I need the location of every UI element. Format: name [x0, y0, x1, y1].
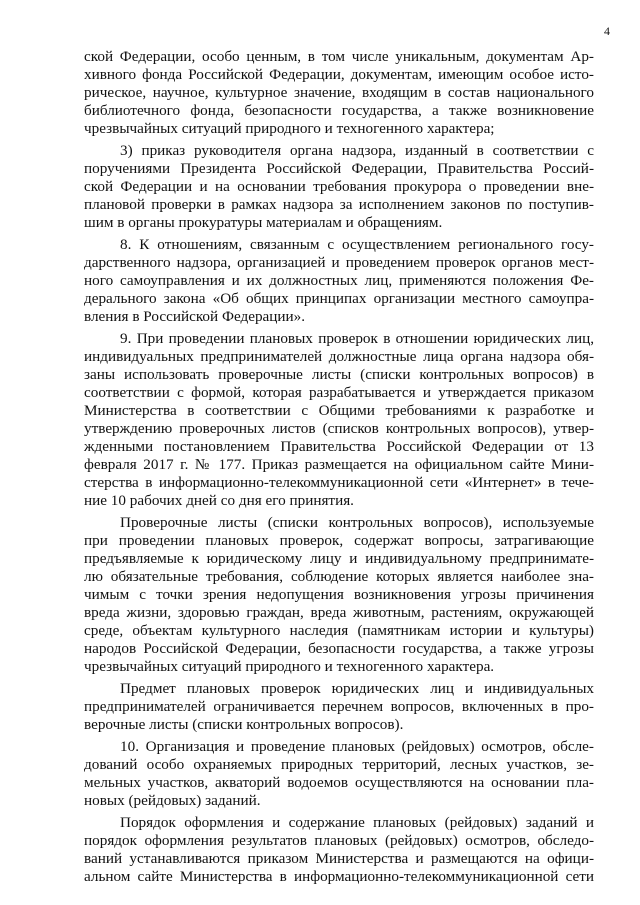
text-line: дований особо охраняемых природных территорий, лесных участков, зе- — [84, 756, 594, 773]
paragraph-clause-3 — [84, 142, 594, 236]
text-line: среде, объектам культурного наследия (памятникам истории и культуры) — [84, 622, 594, 639]
text-line: ской Федерации, особо ценным, в том числе уникальным, документам Ар- — [84, 48, 594, 65]
text-line: 9. При проведении плановых проверок в отношении юридических лиц, — [120, 330, 594, 347]
paragraph-item-10 — [84, 738, 594, 814]
text-line: мельных участков, акваторий водоемов осуществляются на основании пла- — [84, 774, 594, 791]
text-line: ного самоуправления и их должностных лиц, применяются положения Фе- — [84, 272, 594, 289]
paragraph-raid-procedure — [84, 814, 594, 886]
text-line: ние 10 рабочих дней со дня его принятия. — [84, 492, 354, 509]
text-line: 10. Организация и проведение плановых (рейдовых) осмотров, обсле- — [120, 738, 594, 755]
text-line: утверждению проверочных листов (списков контрольных вопросов), утвер- — [84, 420, 594, 437]
text-line: поручениями Президента Российской Федерации, Правительства Россий- — [84, 160, 594, 177]
text-line: рическое, научное, культурное значение, входящим в состав национального — [84, 84, 594, 101]
paragraph-continuation — [84, 48, 594, 142]
text-line: ской Федерации и на основании требования прокурора о проведении вне- — [84, 178, 594, 195]
text-line: плановой проверки в рамках надзора за исполнением законов по поступив- — [84, 196, 594, 213]
text-line: соответствии с формой, которая разрабатывается и утверждается приказом — [84, 384, 594, 401]
text-line: вреда жизни, здоровью граждан, вреда животным, растениям, окружающей — [84, 604, 594, 621]
text-line: 8. К отношениям, связанным с осуществлением регионального госу- — [120, 236, 594, 253]
text-line: чимым с точки зрения недопущения возникновения угрозы причинения — [84, 586, 594, 603]
text-line: жденными постановлением Правительства Российской Федерации от 13 — [84, 438, 594, 455]
text-line: заны использовать проверочные листы (списки контрольных вопросов) в — [84, 366, 594, 383]
text-line: чрезвычайных ситуаций природного и техногенного характера; — [84, 120, 495, 137]
paragraph-item-9 — [84, 330, 594, 514]
text-line: Проверочные листы (списки контрольных вопросов), используемые — [120, 514, 594, 531]
text-line: стерства в информационно-телекоммуникационной сети «Интернет» в тече- — [84, 474, 594, 491]
text-line: предъявляемые к юридическому лицу и индивидуальному предпринимате- — [84, 550, 594, 567]
text-line: порядок оформления результатов плановых (рейдовых) осмотров, обследо- — [84, 832, 594, 849]
text-line: ваний устанавливаются приказом Министерства и размещаются на офици- — [84, 850, 594, 867]
text-line: народов Российской Федерации, безопасности государства, а также угрозы — [84, 640, 594, 657]
text-line: при проведении плановых проверок, содержат вопросы, затрагивающие — [84, 532, 594, 549]
text-line: хивного фонда Российской Федерации, документам, имеющим особое исто- — [84, 66, 594, 83]
paragraph-inspection-subject — [84, 680, 594, 738]
text-line: Министерства в соответствии с Общими требованиями к разработке и — [84, 402, 594, 419]
text-line: альном сайте Министерства в информационно-телекоммуникационной сети — [84, 868, 594, 885]
text-line: шим в органы прокуратуры материалам и обращениям. — [84, 214, 443, 231]
paragraph-checklists — [84, 514, 594, 680]
text-line: новых (рейдовых) заданий. — [84, 792, 261, 809]
text-line: дарственного надзора, организацией и проведением проверок органов мест- — [84, 254, 594, 271]
text-line: предпринимателей ограничивается перечнем вопросов, включенных в про- — [84, 698, 594, 715]
paragraph-item-8 — [84, 236, 594, 330]
document-body — [84, 48, 594, 886]
text-line: Порядок оформления и содержание плановых (рейдовых) заданий и — [120, 814, 594, 831]
text-line: февраля 2017 г. № 177. Приказ размещается на официальном сайте Мини- — [84, 456, 594, 473]
text-line: индивидуальных предпринимателей должностные лица органа надзора обя- — [84, 348, 594, 365]
text-line: лю обязательные требования, соблюдение которых является наиболее зна- — [84, 568, 594, 585]
text-line: дерального закона «Об общих принципах организации местного самоупра- — [84, 290, 594, 307]
text-line: библиотечного фонда, безопасности государства, а также возникновение — [84, 102, 594, 119]
text-line: вления в Российской Федерации». — [84, 308, 306, 325]
page-number: 4 — [604, 24, 610, 38]
text-line: чрезвычайных ситуаций природного и техногенного характера. — [84, 658, 495, 675]
text-line: верочные листы (списки контрольных вопросов). — [84, 716, 404, 733]
text-line: Предмет плановых проверок юридических лиц и индивидуальных — [120, 680, 594, 697]
text-line: 3) приказ руководителя органа надзора, изданный в соответствии с — [120, 142, 594, 159]
